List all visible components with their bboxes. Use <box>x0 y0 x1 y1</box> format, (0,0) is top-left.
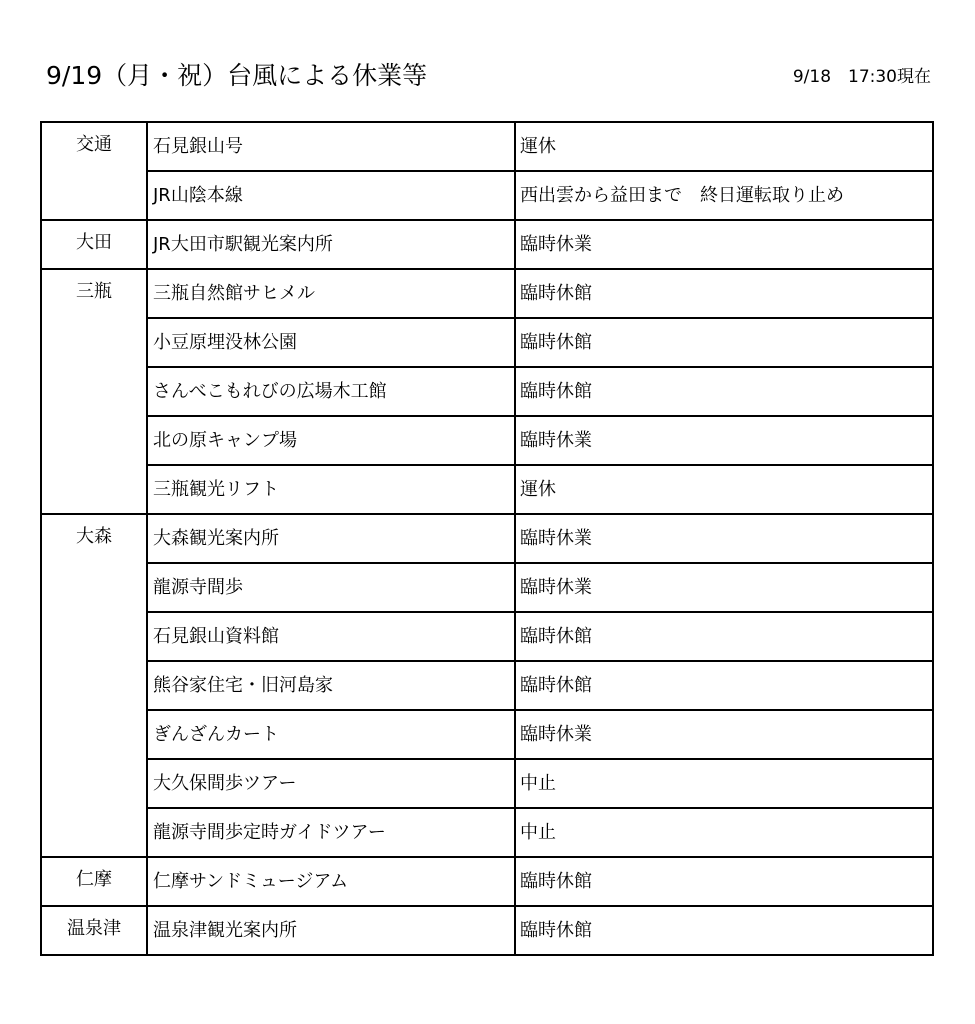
closure-table-body <box>41 122 933 955</box>
status-cell: 臨時休業 <box>515 220 933 269</box>
area-cell: 温泉津 <box>41 906 147 955</box>
status-cell: 臨時休館 <box>515 612 933 661</box>
facility-cell: ぎんざんカート <box>147 710 515 759</box>
area-cell: 仁摩 <box>41 857 147 906</box>
facility-cell: 温泉津観光案内所 <box>147 906 515 955</box>
status-cell: 臨時休館 <box>515 367 933 416</box>
table-row <box>41 710 933 759</box>
status-cell: 中止 <box>515 759 933 808</box>
area-cell: 交通 <box>41 122 147 220</box>
status-cell: 臨時休業 <box>515 514 933 563</box>
table-row <box>41 416 933 465</box>
facility-cell: 三瓶自然館サヒメル <box>147 269 515 318</box>
facility-cell: 龍源寺間歩 <box>147 563 515 612</box>
table-row <box>41 906 933 955</box>
status-cell: 運休 <box>515 122 933 171</box>
table-row <box>41 367 933 416</box>
facility-cell: JR山陰本線 <box>147 171 515 220</box>
status-cell: 臨時休館 <box>515 269 933 318</box>
area-cell: 大田 <box>41 220 147 269</box>
status-cell: 臨時休館 <box>515 318 933 367</box>
page-title: 9/19（月・祝）台風による休業等 <box>46 61 428 90</box>
closure-table <box>40 121 934 956</box>
status-cell: 臨時休館 <box>515 906 933 955</box>
table-row <box>41 269 933 318</box>
area-cell: 三瓶 <box>41 269 147 514</box>
status-cell: 中止 <box>515 808 933 857</box>
facility-cell: 大森観光案内所 <box>147 514 515 563</box>
status-cell: 臨時休業 <box>515 563 933 612</box>
status-cell: 運休 <box>515 465 933 514</box>
table-row <box>41 465 933 514</box>
table-row <box>41 171 933 220</box>
facility-cell: さんべこもれびの広場木工館 <box>147 367 515 416</box>
facility-cell: JR大田市駅観光案内所 <box>147 220 515 269</box>
facility-cell: 熊谷家住宅・旧河島家 <box>147 661 515 710</box>
facility-cell: 三瓶観光リフト <box>147 465 515 514</box>
table-row <box>41 759 933 808</box>
facility-cell: 小豆原埋没林公園 <box>147 318 515 367</box>
facility-cell: 石見銀山号 <box>147 122 515 171</box>
table-row <box>41 514 933 563</box>
table-row <box>41 122 933 171</box>
as-of-timestamp: 9/18 17:30現在 <box>792 67 931 87</box>
table-row <box>41 318 933 367</box>
status-cell: 臨時休館 <box>515 857 933 906</box>
table-row <box>41 808 933 857</box>
area-cell: 大森 <box>41 514 147 857</box>
facility-cell: 龍源寺間歩定時ガイドツアー <box>147 808 515 857</box>
facility-cell: 仁摩サンドミュージアム <box>147 857 515 906</box>
table-row <box>41 612 933 661</box>
table-row <box>41 563 933 612</box>
facility-cell: 大久保間歩ツアー <box>147 759 515 808</box>
table-row <box>41 220 933 269</box>
table-row <box>41 661 933 710</box>
facility-cell: 北の原キャンプ場 <box>147 416 515 465</box>
status-cell: 臨時休業 <box>515 710 933 759</box>
facility-cell: 石見銀山資料館 <box>147 612 515 661</box>
status-cell: 西出雲から益田まで 終日運転取り止め <box>515 171 933 220</box>
status-cell: 臨時休館 <box>515 661 933 710</box>
table-row <box>41 857 933 906</box>
status-cell: 臨時休業 <box>515 416 933 465</box>
